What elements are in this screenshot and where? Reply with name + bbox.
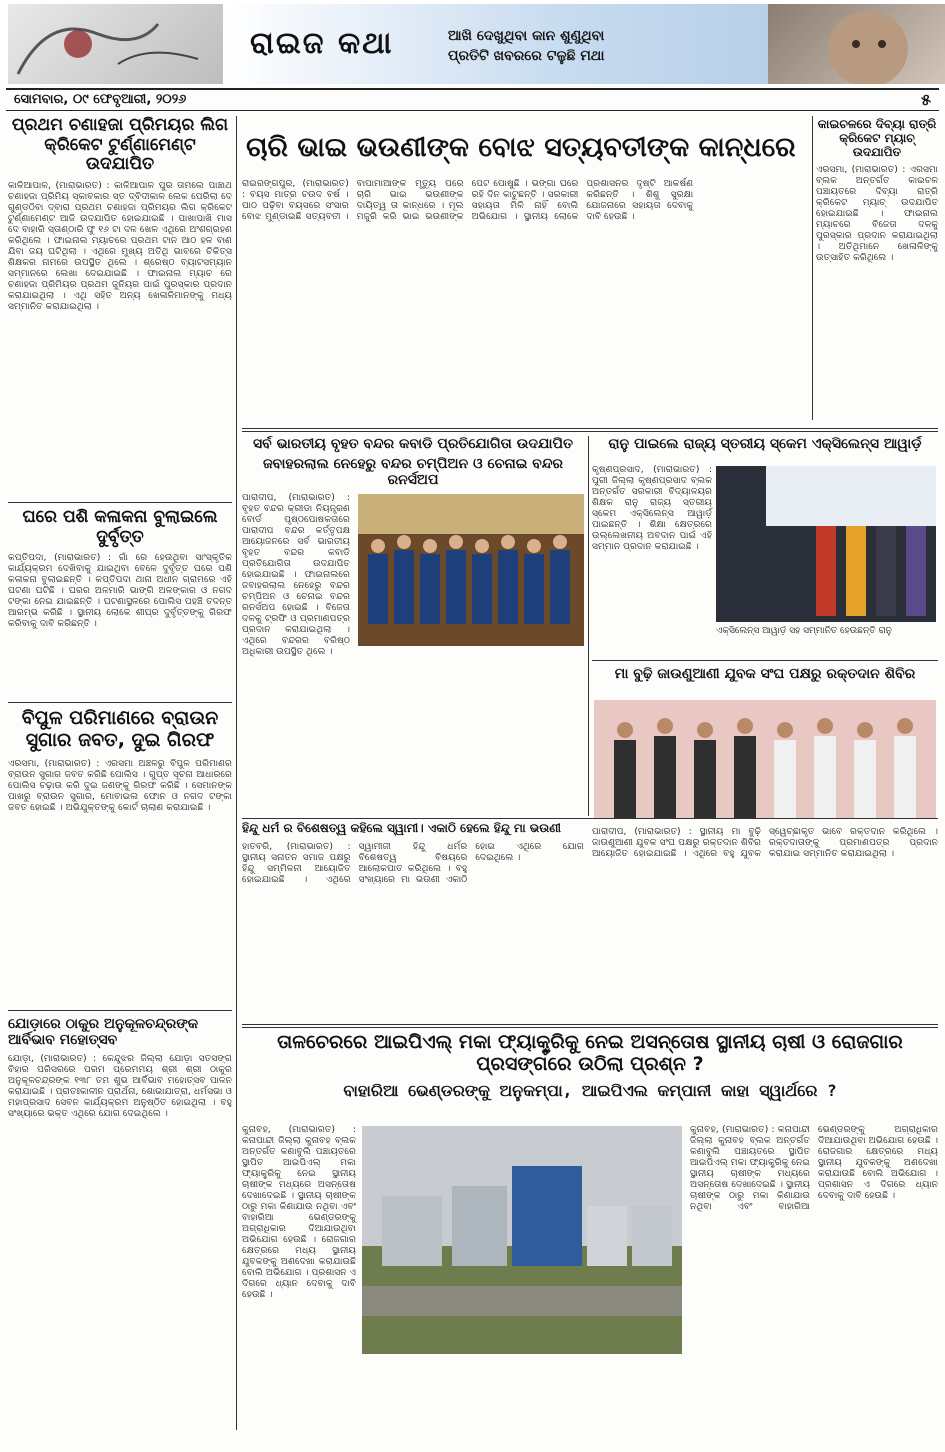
headline: କାଇଚଳରେ ଦିବ୍ୟା ରାତ୍ରି କ୍ରିକେଟ ମ୍ୟାଚ୍ ଉଦଯାପିତ (817, 118, 937, 159)
article-ipl-maize-factory (242, 1032, 938, 1432)
section-divider (242, 428, 938, 432)
divider (242, 818, 938, 819)
blood-donation-photo (594, 700, 936, 818)
article-body: ଯୋଡ଼ା, (ମାରାଭାରତ) : କେନ୍ଦୁଝର ଜିଲ୍ଲା ଯୋଡ଼ା ସତସଙ୍ଗ ବିହାର ପରିସରରେ ପରମ ପ୍ରେମମୟ ଶ୍ରୀ ଶ୍ରୀ ଠାକୁର ଅନୁକୂଳଚନ୍ଦ୍ରଙ୍କ ୧୩୮ ତମ ଶୁଭ ଆର୍ବିଭାବ ମହୋତ୍ସବ ପାଳନ କରାଯାଇଛି । ପ୍ରାତଃକାଳୀନ ପ୍ରାର୍ଥନା, ଶୋଭାଯାତ୍ରା, ଧର୍ମସଭା ଓ ମହାପ୍ରସାଦ ସେବନ କାର୍ଯ୍ୟକ୍ରମ ଅନୁଷ୍ଠିତ ହୋଇଥିଲା । ବହୁ ସଂଖ୍ୟାରେ ଭକ୍ତ ଏଥିରେ ଯୋଗ ଦେଇଥିଲେ । (8, 1053, 232, 1120)
headline: ରାନୁ ପାଇଲେ ରାଜ୍ୟ ସ୍ତରୀୟ ସ୍କେମ ଏକ୍ସିଲେନ୍ସ ଆୱାର୍ଡ଼ (608, 436, 922, 452)
headline: ବିପୁଳ ପରିମାଣରେ ବ୍ରାଉନ ସୁଗାର ଜବତ, ଦୁଇ ଗିରଫ (21, 708, 219, 751)
article-body: ହାତବରି, (ମାରାଭାରତ) : ସ୍ଥାନୀୟ ସନାତନ ସମାଜ ପକ୍ଷରୁ ହିନ୍ଦୁ ସମ୍ମିଳନୀ ଆୟୋଜିତ ହୋଇଯାଇଛି । ଏଥିରେ ସ୍ୱାମୀଜୀ ହିନ୍ଦୁ ଧର୍ମର ବିଶେଷତ୍ୱ ବିଷୟରେ ଆଲୋକପାତ କରିଥିଲେ । ବହୁ ସଂଖ୍ୟାରେ ମା ଭଉଣୀ ଏକାଠି ହୋଇ ଏଥିରେ ଯୋଗ ଦେଇଥିଲେ । (242, 840, 584, 885)
article-thakur-festival (8, 1016, 232, 1430)
article-satyabati (242, 118, 808, 430)
column-rule (812, 116, 813, 420)
column-rule (588, 436, 589, 816)
article-body: ରାଇରଙ୍ଗପୁର, (ମାରାଭାରତ) : ବୟସ ମାତ୍ର ଚଉଦ ବର୍ଷ । ପାଠ ପଢ଼ିବା ବୟସରେ ସଂସାର ବୋଝ ମୁଣ୍ଡାଇଛି ସତ୍ୟବତୀ । ବାପାମାଆଙ୍କ ମୃତ୍ୟୁ ପରେ ଚାରି ଭାଇ ଭଉଣୀଙ୍କ ଦାୟିତ୍ୱ ତା କାନ୍ଧରେ । ମୂଲ ମଜୁରି କରି ଭାଇ ଭଉଣୀଙ୍କ ପେଟ ପୋଷୁଛି । ଭଙ୍ଗା ଘରେ ରହି ଦିନ କାଟୁଛନ୍ତି । ସରକାରୀ ସହାୟତା ମିଳି ନାହିଁ ବୋଲି ଅଭିଯୋଗ । ସ୍ଥାନୀୟ ଲୋକେ ପ୍ରଶାସନର ଦୃଷ୍ଟି ଆକର୍ଷଣ କରିଛନ୍ତି । ଶିଶୁ ସୁରକ୍ଷା ଯୋଜନାରେ ସହାୟତା ଦେବାକୁ ଦାବି ହେଉଛି । (242, 178, 694, 222)
headline: ଘରେ ପଶି କଳାକନା ବୁଲାଇଲେ ଦୁର୍ବୃତ୍ତ (22, 508, 218, 547)
article-cricket-league (8, 116, 232, 500)
article-body: ଏରସମା, (ମାରାଭାରତ) : ଏରସମା ବ୍ଲକ ଅନ୍ତର୍ଗତ କାଇଚଳ ପଞ୍ଚାୟତରେ ଦିବ୍ୟା ରାତ୍ରି କ୍ରିକେଟ ମ୍ୟାଚ୍ ଉଦଯାପିତ ହୋଇଯାଇଛି । ଫାଇନାଲ ମ୍ୟାଚରେ ବିଜେତା ଦଳକୁ ପୁରସ୍କାର ପ୍ରଦାନ କରାଯାଇଥିଲା । ଅତିଥିମାନେ ଖେଳାଳିଙ୍କୁ ଉତ୍ସାହିତ କରିଥିଲେ । (816, 164, 938, 264)
article-brown-sugar (8, 708, 232, 1006)
masthead-right-photo (768, 4, 945, 84)
divider (8, 702, 232, 703)
article-body: କାଳିଆପାଳ, (ମାରାଭାରତ) : କାଳିଆପାଳ ପୁର ତାମଲେ ପାଞ୍ଚାଥ ଚଣାହଜା ପ୍ରିମିୟ ସ୍କାବକାର ସ୍ତ ଦ୍ବିଦୀକାଳ ଲେକ ପେରିଲା ଦେ ଗୁଣ୍ଡଠିବା ଦ୍ବାରା ପ୍ରଥମ ଚଣାହଜା ପ୍ରିମୟର ଲିଗ କ୍ରିକେଟ ଟୁର୍ଣ୍ଣାମେଣ୍ଟ ଆଜି ଉଦଯାପିତ ହୋଇଯାଇଛି । ପାଖାପାଖି ମାସ ଦେ ବାହାରି ସ୍ତାଣ୍ଠାରି ଫୁ ୧୬ ଟା ଦଳ ଖେଳ ଏଥିରେ ଅଂଶଗ୍ରହଣ କରିଥିଲେ । ଫାଇନାଲ ମ୍ୟାଚରେ ପ୍ରଥମ ଟାନ ଆଠ ହଳ ବାଣ ଯିବା ଜୟ ଘଟିଥିଲା । ଏଥିରେ ମୁଖ୍ୟ ଅତିଥି ଭାବରେ ଚିକିତ୍ସ ଶିକ୍ଷକର ନାମରେ ଉପସ୍ଥିତ ଥିଲେ । ଶ୍ରେଷ୍ଠ ବ୍ୟାଟସମ୍ୟାନ ସମ୍ମାନରେ ଲେଖା ଦେଇଯାଇଛି । ଫାଇନାଲ ମ୍ୟାଚ ରେ ଚଣାହଜା ପ୍ରିମିୟର ପ୍ରଥମ ଜୁନିୟର ପାଇଁ ପୁରସ୍କାର ପ୍ରଦାନ କରାଯାଇଥିଲା । ଏଥି ସହିତ ଅନ୍ୟ ଖେଳାଳିମାନଙ୍କୁ ମଧ୍ୟ ସମ୍ମାନିତ କରାଯାଇଥିଲା । (8, 179, 232, 312)
article-hindu-sammilani (242, 822, 584, 1022)
column-rule (236, 116, 237, 1430)
date-bar (6, 88, 939, 111)
headline: ପ୍ରଥମ ଚଣାହଜା ପ୍ରିମୟର ଲିଗ କ୍ରିକେଟ ଟୁର୍ଣ୍ଣାମେଣ୍ଟ ଉଦଯାପିତ (11, 116, 229, 175)
slogan-line-1: ଆଖି ଦେଖୁଥିବା କାନ ଶୁଣୁଥିବା (448, 28, 605, 44)
article-body-continued: କୁନାବହ, (ମାରାଭାରତ) : କନାପାନ୍ଦୀ ଜିଲ୍ଲା କୁନାବହ ବ୍ଲକ ଅନ୍ତର୍ଗତ କଣାବୁଲି ପଞ୍ଚାୟତରେ ସ୍ଥାପିତ ଆଇପିଏଲ୍ ମକା ଫ୍ୟାକ୍ଟ୍ରିକୁ ନେଇ ସ୍ଥାନୀୟ ଚାଷୀଙ୍କ ମଧ୍ୟରେ ଅସନ୍ତୋଷ ଦେଖାଦେଇଛି । ସ୍ଥାନୀୟ ଚାଷୀଙ୍କ ଠାରୁ ମକା କିଣାଯାଉ ନଥିବା ଏବଂ ବାହାରିଆ ଭେଣ୍ଡରଙ୍କୁ ଅଗ୍ରାଧିକାର ଦିଆଯାଉଥିବା ଅଭିଯୋଗ ହେଉଛି । ରୋଜଗାର କ୍ଷେତ୍ରରେ ମଧ୍ୟ ସ୍ଥାନୀୟ ଯୁବକଙ୍କୁ ଅଣଦେଖା କରାଯାଉଛି ବୋଲି ଅଭିଯୋଗ । ପ୍ରଶାସନ ଏ ଦିଗରେ ଧ୍ୟାନ ଦେବାକୁ ଦାବି ହେଉଛି । (690, 1124, 938, 1212)
divider (8, 1010, 232, 1011)
headline: ମା ବୁଢ଼ି ଜାଉଣୁଆଣୀ ଯୁବକ ସଂଘ ପକ୍ଷରୁ ରକ୍ତଦାନ ଶିବିର (614, 666, 916, 682)
article-body: କୁନାବହ, (ମାରାଭାରତ) : କନାପାନ୍ଦୀ ଜିଲ୍ଲା କୁନାବହ ବ୍ଲକ ଅନ୍ତର୍ଗତ କଣାବୁଲି ପଞ୍ଚାୟତରେ ସ୍ଥାପିତ ଆଇପିଏଲ୍ ମକା ଫ୍ୟାକ୍ଟ୍ରିକୁ ନେଇ ସ୍ଥାନୀୟ ଚାଷୀଙ୍କ ମଧ୍ୟରେ ଅସନ୍ତୋଷ ଦେଖାଦେଇଛି । ସ୍ଥାନୀୟ ଚାଷୀଙ୍କ ଠାରୁ ମକା କିଣାଯାଉ ନଥିବା ଏବଂ ବାହାରିଆ ଭେଣ୍ଡରଙ୍କୁ ଅଗ୍ରାଧିକାର ଦିଆଯାଉଥିବା ଅଭିଯୋଗ ହେଉଛି । ରୋଜଗାର କ୍ଷେତ୍ରରେ ମଧ୍ୟ ସ୍ଥାନୀୟ ଯୁବକଙ୍କୁ ଅଣଦେଖା କରାଯାଉଛି ବୋଲି ଅଭିଯୋଗ । ପ୍ରଶାସନ ଏ ଦିଗରେ ଧ୍ୟାନ ଦେବାକୁ ଦାବି ହେଉଛି । (242, 1124, 356, 1300)
divider (8, 502, 232, 503)
article-kabaddi (242, 436, 584, 812)
newspaper-title: ରାଇଜ କଥା (250, 26, 394, 61)
article-theft (8, 508, 232, 700)
article-night-cricket (816, 118, 938, 418)
kabaddi-team-photo (358, 494, 584, 646)
masthead (0, 0, 945, 86)
headline: ସର୍ବ ଭାରତୀୟ ବୃହତ ବନ୍ଦର କବାଡି ପ୍ରତିଯୋଗିତା ଉଦଯାପିତ (253, 436, 573, 452)
newspaper-slogan (448, 26, 604, 66)
headline: ଚାରି ଭାଇ ଭଉଣୀଙ୍କ ବୋଝ ସତ୍ୟବତୀଙ୍କ କାନ୍ଧରେ (246, 132, 796, 163)
headline: ହିନ୍ଦୁ ଧର୍ମ ର ବିଶେଷତ୍ୱ କହିଲେ ସ୍ୱାମୀ। ଏକାଠି ହେଲେ ହିନ୍ଦୁ ମା ଭଉଣୀ (242, 822, 561, 835)
subheadline: ବାହାରିଆ ଭେଣ୍ଡରଙ୍କୁ ଅନୁକମ୍ପା, ଆଇପିଏଲ କମ୍ପାନୀ କାହା ସ୍ୱାର୍ଥରେ ? (343, 1080, 837, 1100)
award-photo (716, 466, 936, 622)
article-award (592, 436, 938, 656)
headline: ଯୋଡ଼ାରେ ଠାକୁର ଅନୁକୂଳଚନ୍ଦ୍ରଙ୍କ ଆର୍ବିଭାବ ମହୋତ୍ସବ (8, 1016, 199, 1049)
slogan-line-2: ପ୍ରତିଟି ଖବରରେ ଟଳୁଛି ମଥା (448, 48, 605, 64)
award-caption: ଏକ୍ସିଲେନ୍ସ ଆୱାର୍ଡ଼ ସହ ସମ୍ମାନିତ ହେଉଛନ୍ତି ରାନୁ (716, 626, 892, 636)
article-body: ପାରାଦୀପ, (ମାରାଭାରତ) : ବୃହତ ବନ୍ଦର କ୍ରୀଡା ନିୟନ୍ତ୍ରଣ ବୋର୍ଡ ପୃଷ୍ଠପୋଷକତାରେ ପାରାଦୀପ ବନ୍ଦର କର୍ତ୍ତୃପକ୍ଷ ଆୟୋଜନରେ ସର୍ବ ଭାରତୀୟ ବୃହତ ବନ୍ଦର କବାଡି ପ୍ରତିଯୋଗିତା ଉଦଯାପିତ ହୋଇଯାଇଛି । ଫାଇନାଲରେ ଜବାହରଲାଲ ନେହେରୁ ବନ୍ଦର ଚମ୍ପିଅନ ଓ ଚେନାଇ ବନ୍ଦର ରନର୍ସଅପ ହୋଇଛି । ବିଜେତା ଦଳକୁ ଟ୍ରଫି ଓ ପ୍ରମାଣପତ୍ର ପ୍ରଦାନ କରାଯାଇଥିଲା । ଏଥିରେ ବନ୍ଦରର ବରିଷ୍ଠ ଅଧିକାରୀ ଉପସ୍ଥିତ ଥିଲେ । (242, 492, 350, 657)
article-body: ଏରସମା, (ମାରାଭାରତ) : ଏରସମା ଅଞ୍ଚଳରୁ ବିପୁଳ ପରିମାଣର ବ୍ରାଉନ ସୁଗାର ଜବତ କରିଛି ପୋଲିସ । ଗୁପ୍ତ ସୂଚନା ଆଧାରରେ ପୋଲିସ ଚଢ଼ାଉ କରି ଦୁଇ ଜଣଙ୍କୁ ଗିରଫ କରିଛି । ସେମାନଙ୍କ ପାଖରୁ ବ୍ରାଉନ ସୁଗାର, ମୋବାଇଲ ଫୋନ ଓ ନଗଦ ଟଙ୍କା ଜବତ ହୋଇଛି । ଅଭିଯୁକ୍ତଙ୍କୁ କୋର୍ଟ ଚାଲାଣ କରାଯାଇଛି । (8, 757, 232, 813)
section-divider (242, 1024, 938, 1028)
article-blood-donation-body: ପାରାଦୀପ, (ମାରାଭାରତ) : ସ୍ଥାନୀୟ ମା ବୁଢ଼ି ଜାଉଣୁଆଣୀ ଯୁବକ ସଂଘ ପକ୍ଷରୁ ରକ୍ତଦାନ ଶିବିର ଆୟୋଜିତ ହୋଇଯାଇଛି । ଏଥିରେ ବହୁ ଯୁବକ ସ୍ୱେଚ୍ଛାକୃତ ଭାବେ ରକ୍ତଦାନ କରିଥିଲେ । ରକ୍ତଦାତାଙ୍କୁ ପ୍ରମାଣପତ୍ର ପ୍ରଦାନ କରାଯାଇ ସମ୍ମାନିତ କରାଯାଇଥିଲା । (592, 826, 938, 859)
divider (592, 660, 938, 661)
article-body: କପ୍ତିପଦା, (ମାରାଭାରତ) : ଗାଁ ରେ ହେଉଥିବା ସାଂସ୍କୃତିକ କାର୍ଯ୍ୟକ୍ରମ ଦେଖିବାକୁ ଯାଇଥିବା ବେଳେ ଦୁର୍ବୃତ୍ତ ଘରେ ପଶି କଳାକନା ବୁଲାଇଛନ୍ତି । କପ୍ତିପଦା ଥାନା ଅଧୀନ ଗ୍ରାମରେ ଏହି ଘଟଣା ଘଟିଛି । ଘରର ଅଳମାରି ଭାଙ୍ଗି ଅଳଙ୍କାର ଓ ନଗଦ ଟଙ୍କା ନେଇ ଯାଇଛନ୍ତି । ଘଟଣାସ୍ଥଳରେ ପୋଲିସ ପହଞ୍ଚି ତଦନ୍ତ ଆରମ୍ଭ କରିଛି । ସ୍ଥାନୀୟ ଲୋକେ ଶୀଘ୍ର ଦୁର୍ବୃତ୍ତଙ୍କୁ ଗିରଫ କରିବାକୁ ଦାବି କରିଛନ୍ତି । (8, 552, 232, 630)
article-blood-donation (592, 666, 938, 818)
page-number: ୫ (921, 90, 931, 109)
subheadline: ଜବାହରଲାଲ ନେହେରୁ ବନ୍ଦର ଚମ୍ପିଅନ ଓ ଚେନାଇ ବନ୍ଦର ରନର୍ସଅପ (262, 456, 564, 489)
article-body: କୃଷ୍ଣପ୍ରସାଦ, (ମାରାଭାରତ) : ପୁରୀ ଜିଲ୍ଲା କୃଷ୍ଣପ୍ରସାଦ ବ୍ଲକ ଅନ୍ତର୍ଗତ ସରକାରୀ ବିଦ୍ୟାଳୟର ଶିକ୍ଷକ ରାନୁ ରାଜ୍ୟ ସ୍ତରୀୟ ସ୍କେମ ଏକ୍ସିଲେନ୍ସ ଆୱାର୍ଡ଼ ପାଇଛନ୍ତି । ଶିକ୍ଷା କ୍ଷେତ୍ରରେ ଉଲ୍ଲେଖନୀୟ ଅବଦାନ ପାଇଁ ଏହି ସମ୍ମାନ ପ୍ରଦାନ କରାଯାଇଛି । (592, 464, 712, 552)
headline: ତାଳଚେରରେ ଆଇପିଏଲ୍ ମକା ଫ୍ୟାକ୍ଟ୍ରିକୁ ନେଇ ଅସନ୍ତୋଷ ସ୍ଥାନୀୟ ଚାଷୀ ଓ ରୋଜଗାର ପ୍ରସଙ୍ଗରେ ଉଠିଲା ପ୍ରଶ୍ନ ? (277, 1032, 903, 1075)
issue-date: ସୋମବାର, ୦୯ ଫେବୃଆରୀ, ୨୦୨୬ (14, 92, 187, 107)
maize-factory-photo (362, 1126, 682, 1354)
masthead-left-illustration (8, 4, 223, 84)
